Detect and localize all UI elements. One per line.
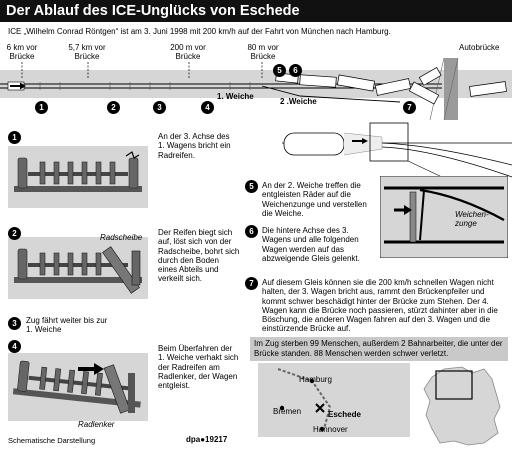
subtitle: ICE „Wilhelm Conrad Röntgen“ ist am 3. Juni 1998 mit 200 km/h auf der Fahrt von München nach Hamburg. (8, 27, 391, 36)
footer-note: Schematische Darstellung (8, 436, 96, 445)
marker-6: 6 (289, 64, 302, 77)
casualty-box: Im Zug sterben 99 Menschen, außerdem 2 Bahnarbeiter, die unter der Brücke standen. 88 Menschen werden schwer verletzt. (250, 337, 508, 361)
bridge-label: Autobrücke (459, 43, 500, 52)
step-7-text: Auf diesem Gleis können sie die 200 km/h schnellen Wagen nicht halten, der 3. Wagen bricht aus, rammt den Brückenpfeiler und kommt schwer beschädigt hinter der Brücke zum Stehen. Der 4. Wagen kann die Brücke noch passieren, stürzt dahinter aber in die Böschung, die anderen Wagen fahren auf den 3. Wagen und die einstürzende Brücke auf. (262, 278, 498, 334)
step-4-marker: 4 (8, 340, 21, 353)
step-1-marker: 1 (8, 131, 21, 144)
step-7-marker: 7 (245, 277, 258, 290)
marker-4: 4 (201, 101, 214, 114)
axle-illustration-4 (8, 353, 148, 421)
axle-illustration-1 (8, 146, 148, 208)
marker-2: 2 (107, 101, 120, 114)
check-rail-label: Radlenker (78, 420, 115, 429)
axle-illustration-2 (8, 237, 148, 299)
step-6-text: Die hintere Achse des 3. Wagens und alle folgenden Wagen werden auf das abzweigende Gleis gelenkt. (262, 226, 360, 263)
step-3-marker: 3 (8, 317, 21, 330)
distance-label-6km: 6 km vor Brücke (6, 43, 38, 61)
distance-label-5-7km: 5,7 km vor Brücke (68, 43, 106, 61)
step-2-text: Der Reifen biegt sich auf, löst sich von der Radscheibe, bohrt sich durch den Boden eines Abteils und verkeilt sich. (158, 228, 240, 284)
footer-credit: dpa●19217 (186, 435, 228, 444)
step-3-text: Zug fährt weiter bis zur 1. Weiche (26, 316, 108, 335)
city-bremen: Bremen (273, 407, 302, 416)
switch-overview (282, 119, 512, 179)
marker-3: 3 (153, 101, 166, 114)
marker-5: 5 (273, 64, 286, 77)
step-2-marker: 2 (8, 227, 21, 240)
step-5-text: An der 2. Weiche treffen die entgleisten Räder auf die Weichenzunge und verstellen die Weiche. (262, 181, 367, 218)
switch-1-label: 1. Weiche (217, 92, 254, 101)
marker-1: 1 (35, 101, 48, 114)
city-hamburg: Hamburg (299, 375, 332, 384)
page-title: Der Ablauf des ICE-Unglücks von Eschede (6, 3, 300, 19)
step-1-text: An der 3. Achse des 1. Wagens bricht ein Radreifen. (158, 132, 231, 160)
step-6-marker: 6 (245, 225, 258, 238)
city-hannover: Hannover (313, 425, 348, 434)
distance-label-80m: 80 m vor Brücke (247, 43, 279, 61)
marker-7: 7 (403, 101, 416, 114)
switch-2-label: 2 .Weiche (280, 97, 317, 106)
switch-blade-label: Weichen- zunge (455, 210, 489, 228)
track-overview (0, 58, 512, 120)
city-eschede: Eschede (328, 410, 361, 419)
step-5-marker: 5 (245, 180, 258, 193)
wheel-disc-label: Radscheibe (100, 233, 143, 242)
distance-label-200m: 200 m vor Brücke (170, 43, 206, 61)
germany-locator-map (414, 363, 508, 447)
step-4-text: Beim Überfahren der 1. Weiche verhakt sich der Radreifen am Radlenker, der Wagen entgleist. (158, 344, 239, 391)
